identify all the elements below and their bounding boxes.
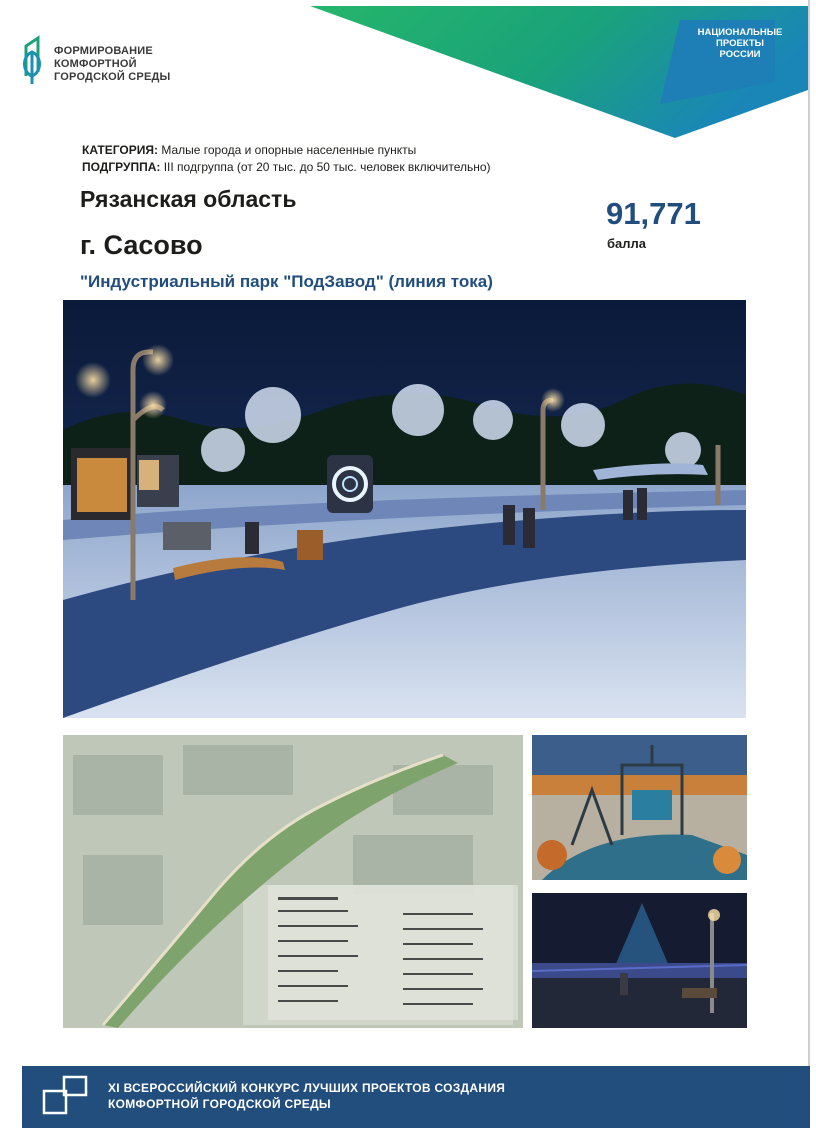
category-value: Малые города и опорные населенные пункты <box>161 143 417 157</box>
night-walkway-render-image <box>532 893 747 1028</box>
contest-logo-icon <box>42 1075 88 1117</box>
score-value: 91,771 <box>606 196 701 231</box>
footer-line-1: XI ВСЕРОССИЙСКИЙ КОНКУРС ЛУЧШИХ ПРОЕКТОВ СОЗДАНИЯ <box>108 1081 506 1095</box>
np-line-2: ПРОЕКТЫ <box>716 38 764 49</box>
logo-line-3: ГОРОДСКОЙ СРЕДЫ <box>54 71 171 83</box>
np-line-1: НАЦИОНАЛЬНЫЕ <box>697 27 783 38</box>
category-block <box>82 142 491 176</box>
score-unit: балла <box>607 236 647 251</box>
subgroup-line <box>82 159 491 176</box>
logo-line-1: ФОРМИРОВАНИЕ <box>54 45 153 57</box>
subgroup-value: III подгруппа (от 20 тыс. до 50 тыс. человек включительно) <box>163 160 491 174</box>
region-title: Рязанская область <box>80 186 297 212</box>
footer-contest-title <box>108 1080 505 1112</box>
logo-line-2: КОМФОРТНОЙ <box>54 58 137 70</box>
footer-line-2: КОМФОРТНОЙ ГОРОДСКОЙ СРЕДЫ <box>108 1097 331 1111</box>
logo-text <box>54 45 171 84</box>
playground-render-image <box>532 735 747 880</box>
national-projects-banner <box>300 0 816 140</box>
page-edge-divider <box>808 0 810 1066</box>
comfortable-city-logo-icon <box>18 32 50 88</box>
subgroup-label: ПОДГРУППА: <box>82 160 161 174</box>
city-title: г. Сасово <box>80 230 203 260</box>
project-name: "Индустриальный парк "ПодЗавод" (линия тока) <box>80 272 493 291</box>
category-line <box>82 142 491 159</box>
national-projects-logo <box>690 27 790 60</box>
np-line-3: РОССИИ <box>719 49 761 60</box>
category-label: КАТЕГОРИЯ: <box>82 143 158 157</box>
site-plan-image <box>63 735 523 1028</box>
main-render-image <box>63 300 746 718</box>
